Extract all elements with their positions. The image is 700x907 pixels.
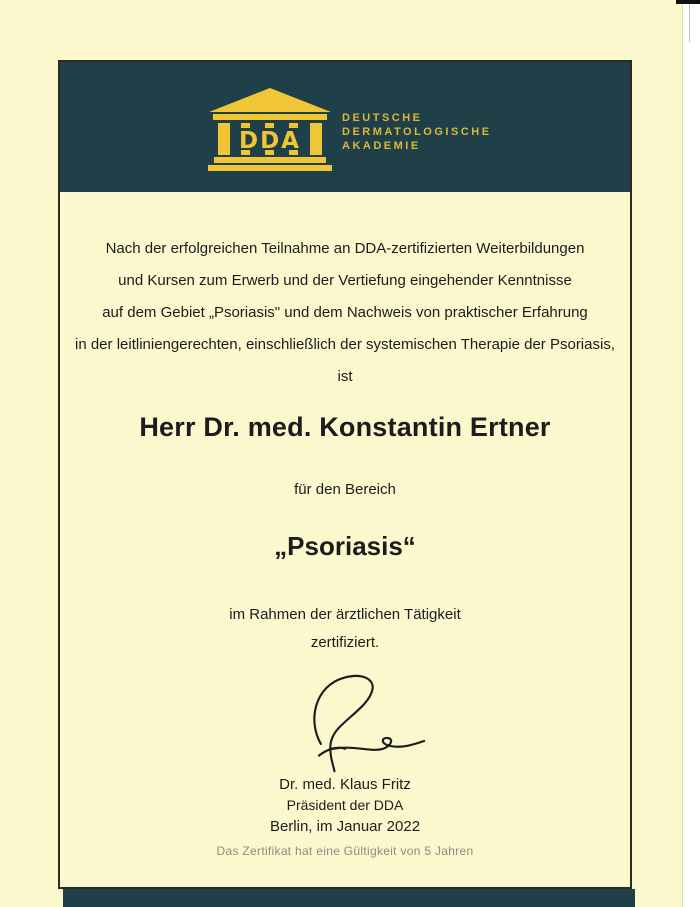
scan-artifact-strip: [676, 0, 700, 4]
intro-line-ist: ist: [337, 368, 353, 385]
signer-name: Dr. med. Klaus Fritz: [279, 776, 411, 793]
signer-place-date: Berlin, im Januar 2022: [269, 818, 421, 835]
logo-right-column: [310, 123, 322, 155]
header-bar: [60, 62, 630, 192]
certified-line-2: zertifiziert.: [310, 634, 380, 651]
certified-statement: [70, 601, 620, 657]
logo-base-step: [214, 157, 326, 163]
logo-left-column: [218, 123, 230, 155]
logo-base-plinth: [208, 165, 332, 171]
dda-temple-logo-icon: [208, 87, 332, 171]
signer-title: Präsident der DDA: [286, 797, 404, 813]
intro-line: und Kursen zum Erwerb und der Vertiefung eingehender Kenntnisse: [118, 272, 572, 289]
scan-edge-line: [689, 4, 690, 42]
intro-line: in der leitliniengerechten, einschließlich der systemischen Therapie der Psoriasis,: [75, 336, 615, 353]
signer-block: [70, 774, 620, 837]
logo-acronym: DDA: [239, 128, 301, 154]
footer-bar: [63, 889, 635, 907]
intro-line: auf dem Gebiet „Psoriasis" und dem Nachweis von praktischer Erfahrung: [102, 304, 588, 321]
intro-line: Nach der erfolgreichen Teilnahme an DDA-zertifizierten Weiterbildungen: [105, 240, 585, 257]
validity-footnote: Das Zertifikat hat eine Gültigkeit von 5 Jahren: [216, 844, 474, 858]
logo-pediment: [209, 88, 331, 112]
for-area-label: für den Bereich: [294, 481, 396, 498]
recipient-name: Herr Dr. med. Konstantin Ertner: [139, 412, 551, 442]
certified-area: „Psoriasis“: [274, 531, 416, 561]
handwritten-signature: [278, 666, 428, 778]
certified-line-1: im Rahmen der ärztlichen Tätigkeit: [229, 606, 461, 623]
org-line-3: AKADEMIE: [342, 140, 421, 152]
intro-paragraph: [70, 233, 620, 393]
org-wordmark: [342, 111, 492, 153]
logo-entablature: [213, 114, 327, 120]
org-line-2: DERMATOLOGISCHE: [342, 126, 492, 138]
org-line-1: DEUTSCHE: [342, 112, 423, 124]
